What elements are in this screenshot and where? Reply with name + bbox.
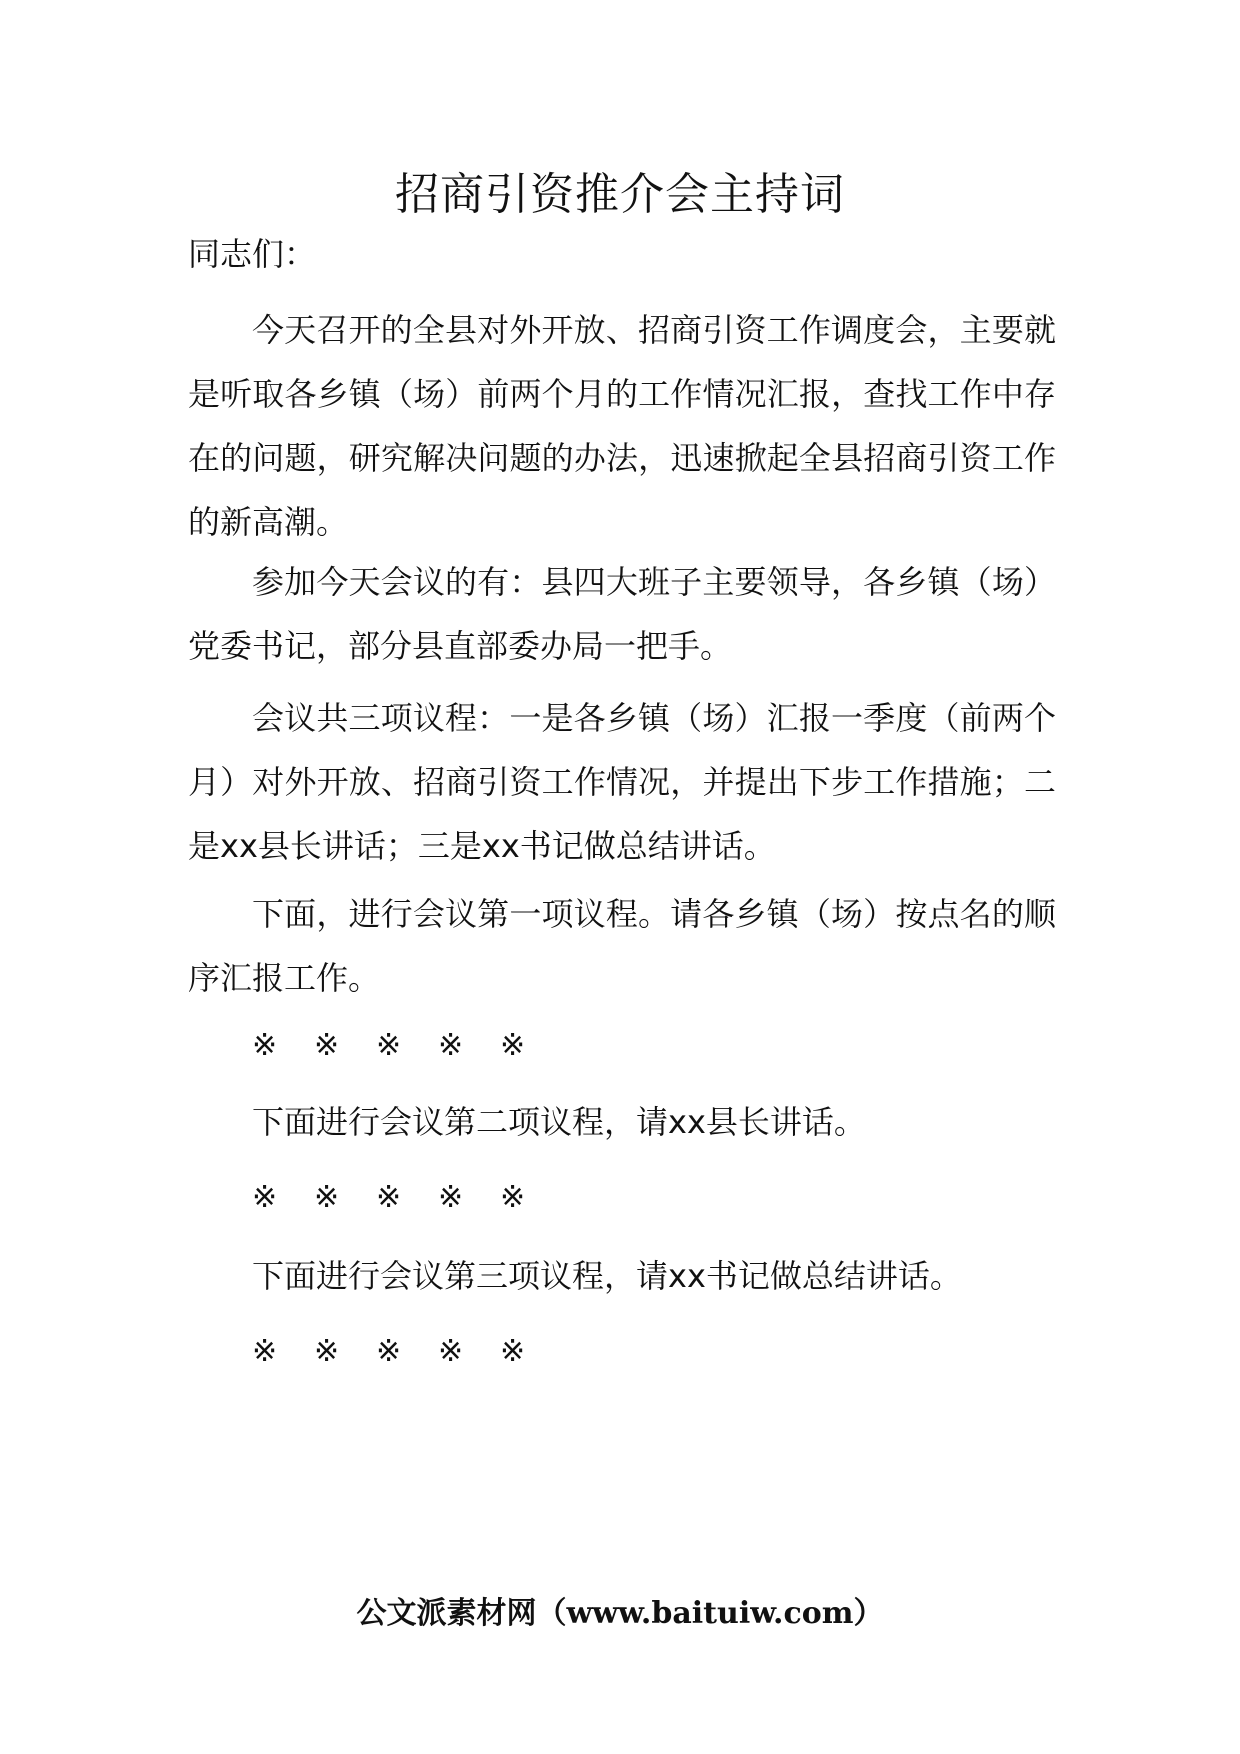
salutation: 同志们： bbox=[188, 235, 317, 273]
separator-symbol: ※ bbox=[500, 1334, 526, 1369]
separator-symbol: ※ bbox=[376, 1180, 402, 1215]
separator-symbol: ※ bbox=[376, 1028, 402, 1063]
section-separator bbox=[252, 1166, 562, 1230]
paragraph-agenda-item-2: 下面进行会议第二项议程，请xx县长讲话。 bbox=[252, 1103, 866, 1141]
separator-symbol: ※ bbox=[500, 1028, 526, 1063]
separator-symbol: ※ bbox=[500, 1180, 526, 1215]
separator-symbol: ※ bbox=[438, 1180, 464, 1215]
section-separator bbox=[252, 1014, 562, 1078]
separator-symbol: ※ bbox=[252, 1180, 278, 1215]
separator-symbol: ※ bbox=[314, 1028, 340, 1063]
separator-symbol: ※ bbox=[438, 1028, 464, 1063]
separator-symbol: ※ bbox=[314, 1334, 340, 1369]
paragraph-agenda-item-3: 下面进行会议第三项议程，请xx书记做总结讲话。 bbox=[252, 1257, 962, 1295]
footer-source: 公文派素材网（www.baituiw.com） bbox=[356, 1596, 884, 1631]
document-title: 招商引资推介会主持词 bbox=[395, 169, 845, 220]
separator-symbol: ※ bbox=[314, 1180, 340, 1215]
separator-symbol: ※ bbox=[438, 1334, 464, 1369]
separator-symbol: ※ bbox=[252, 1334, 278, 1369]
paragraph-agenda-item-1: 下面，进行会议第一项议程。请各乡镇（场）按点名的顺序汇报工作。 bbox=[188, 895, 1056, 997]
paragraph-agenda: 会议共三项议程：一是各乡镇（场）汇报一季度（前两个月）对外开放、招商引资工作情况，并提出下步工作措施；二是xx县长讲话；三是xx书记做总结讲话。 bbox=[188, 699, 1056, 865]
paragraph-opening: 今天召开的全县对外开放、招商引资工作调度会，主要就是听取各乡镇（场）前两个月的工作情况汇报，查找工作中存在的问题，研究解决问题的办法，迅速掀起全县招商引资工作的新高潮。 bbox=[188, 311, 1056, 541]
separator-symbol: ※ bbox=[252, 1028, 278, 1063]
paragraph-attendees: 参加今天会议的有：县四大班子主要领导，各乡镇（场）党委书记，部分县直部委办局一把手。 bbox=[188, 563, 1056, 665]
separator-symbol: ※ bbox=[376, 1334, 402, 1369]
section-separator bbox=[252, 1320, 562, 1384]
